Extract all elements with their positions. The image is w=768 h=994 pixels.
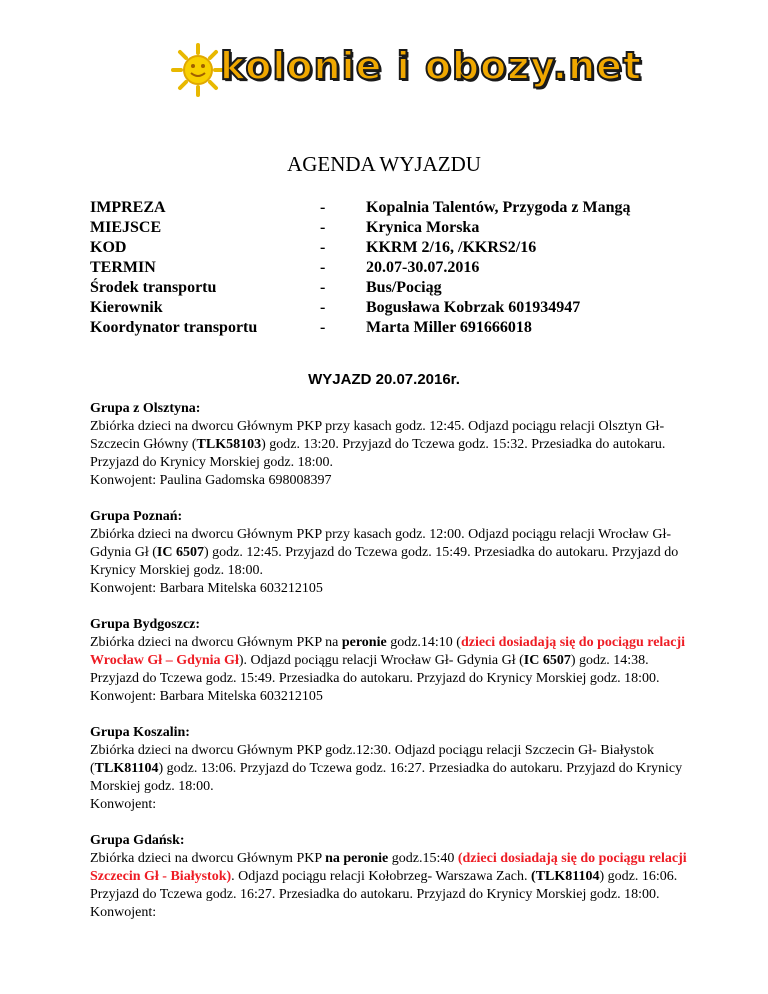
platform-note: peronie [341, 635, 387, 650]
info-table [90, 198, 630, 338]
info-value: Marta Miller 691666018 [366, 319, 532, 336]
train-code: TLK81104 [94, 761, 159, 776]
site-logo [170, 40, 643, 100]
info-label: MIEJSCE [90, 219, 162, 236]
group-description [90, 850, 690, 904]
info-dash: - [320, 279, 326, 296]
info-value: KKRM 2/16, /KKRS2/16 [366, 239, 537, 256]
group-title: Grupa z Olsztyna: [90, 401, 201, 416]
info-value: Krynica Morska [366, 219, 480, 236]
platform-note: na peronie [325, 851, 389, 866]
desc-text: Zbiórka dzieci na dworcu Głównym PKP [90, 851, 326, 866]
info-row [90, 218, 630, 238]
group-description [90, 742, 690, 796]
konwojent: Konwojent: [90, 905, 157, 920]
info-dash: - [320, 319, 326, 336]
group-poznan [90, 508, 690, 598]
desc-text: ) godz. 12:45. Przyjazd do Tczewa godz. 15:49. Przesiadka do autokaru. Przyjazd do Krynicy Morskiej godz. 18:00. [90, 545, 679, 578]
info-value: 20.07-30.07.2016 [366, 259, 480, 276]
info-row [90, 238, 630, 258]
desc-text: godz.14:10 ( [386, 635, 461, 650]
konwojent: Konwojent: Paulina Gadomska 698008397 [90, 473, 332, 488]
group-description [90, 634, 690, 688]
sun-icon [170, 42, 226, 98]
konwojent: Konwojent: Barbara Mitelska 603212105 [90, 689, 323, 704]
group-olsztyn [90, 400, 690, 490]
group-title: Grupa Gdańsk: [90, 833, 185, 848]
desc-text: . Odjazd pociągu relacji Kołobrzeg- Warszawa Zach. [231, 869, 532, 884]
desc-text: Zbiórka dzieci na dworcu Głównym PKP godz.12:30. Odjazd pociągu relacji Szczecin Gł- Białystok ( [90, 743, 654, 776]
info-value: Bogusława Kobrzak 601934947 [366, 299, 581, 316]
info-value: Bus/Pociąg [366, 279, 442, 296]
info-dash: - [320, 239, 326, 256]
train-code: TLK58103 [196, 437, 262, 452]
groups-section [90, 400, 690, 940]
info-dash: - [320, 199, 326, 216]
desc-text: ) godz. 14:38. Przyjazd do Tczewa godz. 15:49. Przesiadka do autokaru. Przyjazd do Krynicy Morskiej godz. 18:00. [90, 653, 660, 686]
departure-heading: WYJAZD 20.07.2016r. [308, 371, 460, 388]
desc-text: Zbiórka dzieci na dworcu Głównym PKP na [90, 635, 342, 650]
info-row [90, 198, 630, 218]
info-row [90, 258, 630, 278]
info-row [90, 278, 630, 298]
desc-text: ) godz. 16:06. Przyjazd do Tczewa godz. 16:27. Przesiadka do autokaru. Przyjazd do Krynicy Morskiej godz. 18:00. [90, 869, 678, 902]
info-row [90, 318, 630, 338]
info-label: Koordynator transportu [90, 319, 258, 336]
group-description [90, 418, 690, 472]
info-label: KOD [90, 239, 127, 256]
desc-text: godz.15:40 [388, 851, 458, 866]
konwojent: Konwojent: Barbara Mitelska 603212105 [90, 581, 323, 596]
group-bydgoszcz [90, 616, 690, 706]
info-dash: - [320, 299, 326, 316]
boarding-note: (dzieci dosiadają się do pociągu relacji Szczecin Gł - Białystok) [90, 851, 687, 884]
group-gdansk [90, 832, 690, 922]
train-code: IC 6507 [156, 545, 204, 560]
desc-text: ) godz. 13:20. Przyjazd do Tczewa godz. 15:32. Przesiadka do autokaru. Przyjazd do Krynicy Morskiej godz. 18:00. [90, 437, 666, 470]
group-title: Grupa Bydgoszcz: [90, 617, 201, 632]
desc-text: Zbiórka dzieci na dworcu Głównym PKP przy kasach godz. 12:45. Odjazd pociągu relacji Olsztyn Gł- Szczecin Główny ( [90, 419, 665, 452]
info-dash: - [320, 259, 326, 276]
logo-text: kolonie i obozy.net [220, 44, 643, 88]
desc-text: ) godz. 13:06. Przyjazd do Tczewa godz. 16:27. Przesiadka do autokaru. Przyjazd do Krynicy Morskiej godz. 18:00. [90, 761, 683, 794]
group-description [90, 526, 690, 580]
page-title: AGENDA WYJAZDU [287, 152, 481, 176]
group-koszalin [90, 724, 690, 814]
info-row [90, 298, 630, 318]
info-label: IMPREZA [90, 199, 166, 216]
info-value: Kopalnia Talentów, Przygoda z Mangą [366, 199, 631, 216]
group-title: Grupa Koszalin: [90, 725, 190, 740]
info-label: TERMIN [90, 259, 156, 276]
boarding-note: dzieci dosiadają się do pociągu relacji Wrocław Gł – Gdynia Gł [90, 635, 686, 668]
group-title: Grupa Poznań: [90, 509, 183, 524]
desc-text: Zbiórka dzieci na dworcu Głównym PKP przy kasach godz. 12:00. Odjazd pociągu relacji Wrocław Gł- Gdynia Gł ( [90, 527, 672, 560]
info-label: Środek transportu [90, 279, 217, 296]
train-code: IC 6507 [523, 653, 571, 668]
desc-text: ). Odjazd pociągu relacji Wrocław Gł- Gdynia Gł ( [238, 653, 524, 668]
train-code: (TLK81104 [531, 869, 600, 884]
konwojent: Konwojent: [90, 797, 157, 812]
info-label: Kierownik [90, 299, 163, 316]
info-dash: - [320, 219, 326, 236]
